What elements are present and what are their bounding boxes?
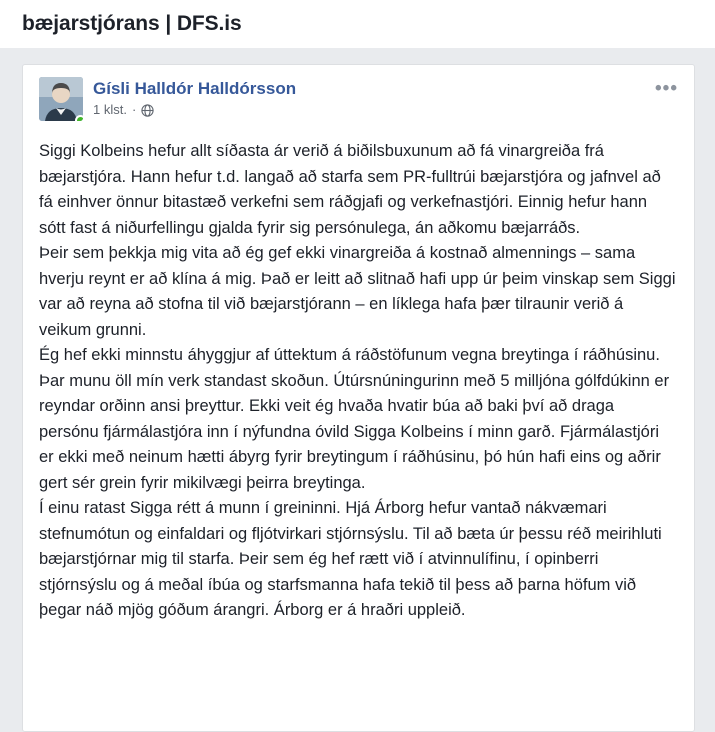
post-header bbox=[39, 77, 678, 125]
meta-separator: · bbox=[131, 102, 137, 117]
post-meta bbox=[93, 102, 296, 118]
globe-icon[interactable] bbox=[141, 104, 154, 117]
post-body bbox=[39, 139, 678, 624]
page-header bbox=[0, 0, 715, 48]
post-card bbox=[22, 64, 695, 732]
post-timestamp[interactable]: 1 klst. bbox=[93, 102, 127, 117]
ellipsis-icon[interactable]: ••• bbox=[655, 78, 678, 99]
page-title: bæjarstjórans | DFS.is bbox=[22, 12, 242, 35]
post-paragraph: Þeir sem þekkja mig vita að ég gef ekki vinargreiða á kostnað almennings – sama hverju reynt er að klína á mig. Það er leitt að slitnað hafi upp úr þeim vinskap sem Siggi var að reyna að stofna til við bæjarstjórann – en líklega hafa þær tilraunir verið á veikum grunni. bbox=[39, 244, 676, 339]
post-paragraph: Í einu ratast Sigga rétt á munn í greininni. Hjá Árborg hefur vantað nákvæmari stefnumótun og einfaldari og fljótvirkari stjórnsýslu. Til að bæta úr þessu réð meirihluti bæjarstjórnar mig til starfa. Þeir sem ég hef rætt við í atvinnulífinu, í opinberri stjórnsýslu og á meðal íbúa og starfsmanna hafa tekið til þess að þarna höfum við þegar náð mjög góðum árangri. Árborg er á hraðri uppleið. bbox=[39, 499, 662, 619]
post-paragraph: Siggi Kolbeins hefur allt síðasta ár verið á biðilsbuxunum að fá vinargreiða frá bæjarstjóra. Hann hefur t.d. langað að starfa sem PR-fulltrúi bæjarstjóra og jafnvel að fá einhver önnur bitastæð verkefni sem ráðgjafi og verkefnastjóri. Einnig hefur hann sótt fast á niðurfellingu gjalda fyrir sig persónulega, án aðkomu bæjarráðs. bbox=[39, 142, 661, 237]
avatar[interactable] bbox=[39, 77, 83, 121]
post-header-text bbox=[93, 77, 296, 118]
post-paragraph: Ég hef ekki minnstu áhyggjur af úttektum á ráðstöfunum vegna breytinga í ráðhúsinu. Þar munu öll mín verk standast skoðun. Útúrsnúningurinn með 5 milljóna gólfdúkinn er reyndar orðinn ansi þreyttur. Ekki veit ég hvaða hvatir búa að baki því að draga persónu fjármálastjóra inn í nýfundna óvild Sigga Kolbeins í minn garð. Fjármálastjóri er ekki með neinum hætti ábyrg fyrir breytingum í ráðhúsinu, þó hún hafi eins og aðrir gert sér grein fyrir mikilvægi þeirra breytinga. bbox=[39, 346, 670, 492]
content-area bbox=[0, 48, 715, 732]
online-status-dot bbox=[75, 115, 83, 121]
post-author-name[interactable]: Gísli Halldór Halldórsson bbox=[93, 79, 297, 98]
